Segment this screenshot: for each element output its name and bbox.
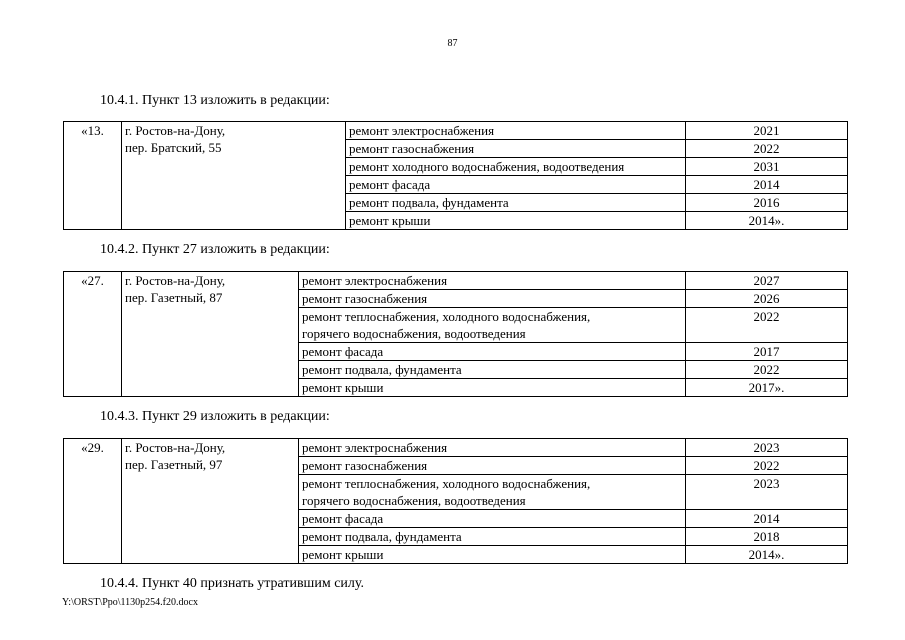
work-cell: ремонт электроснабжения	[299, 272, 686, 290]
address-cell	[122, 439, 299, 564]
year-cell: 2031	[686, 158, 848, 176]
work-cell: ремонт подвала, фундамента	[299, 361, 686, 379]
section-heading: 10.4.1. Пункт 13 изложить в редакции:	[100, 93, 330, 108]
work-cell	[299, 475, 686, 510]
work-cell: ремонт фасада	[346, 176, 686, 194]
work-cell: ремонт крыши	[346, 212, 686, 230]
table-row	[64, 439, 848, 457]
year-cell: 2014	[686, 510, 848, 528]
works-table	[63, 271, 848, 397]
footer-file-path: Y:\ORST\Ppo\1130p254.f20.docx	[62, 597, 198, 608]
address-line: пер. Газетный, 97	[125, 457, 223, 472]
year-cell: 2022	[686, 140, 848, 158]
year-cell: 2023	[686, 439, 848, 457]
year-cell: 2017	[686, 343, 848, 361]
year-cell: 2017».	[686, 379, 848, 397]
address-cell	[122, 272, 299, 397]
closing-paragraph: 10.4.4. Пункт 40 признать утратившим силу.	[100, 576, 364, 591]
row-number: «29.	[64, 439, 122, 564]
work-cell: ремонт крыши	[299, 546, 686, 564]
year-cell: 2022	[686, 361, 848, 379]
work-cell: ремонт электроснабжения	[346, 122, 686, 140]
address-cell	[122, 122, 346, 230]
work-line: горячего водоснабжения, водоотведения	[302, 326, 526, 341]
year-cell: 2016	[686, 194, 848, 212]
address-line: г. Ростов-на-Дону,	[125, 123, 226, 138]
table-row	[64, 122, 848, 140]
work-line: ремонт теплоснабжения, холодного водоснабжения,	[302, 309, 591, 324]
year-cell: 2022	[686, 308, 848, 343]
year-cell: 2023	[686, 475, 848, 510]
works-table	[63, 438, 848, 564]
work-cell: ремонт газоснабжения	[299, 290, 686, 308]
row-number: «27.	[64, 272, 122, 397]
section-heading: 10.4.2. Пункт 27 изложить в редакции:	[100, 242, 330, 257]
work-cell: ремонт электроснабжения	[299, 439, 686, 457]
work-cell: ремонт газоснабжения	[346, 140, 686, 158]
work-cell: ремонт фасада	[299, 510, 686, 528]
row-number: «13.	[64, 122, 122, 230]
work-cell: ремонт подвала, фундамента	[299, 528, 686, 546]
page-number: 87	[447, 38, 458, 49]
work-cell: ремонт крыши	[299, 379, 686, 397]
address-line: г. Ростов-на-Дону,	[125, 273, 226, 288]
address-line: пер. Газетный, 87	[125, 290, 223, 305]
work-line: ремонт теплоснабжения, холодного водоснабжения,	[302, 476, 591, 491]
work-cell	[299, 308, 686, 343]
year-cell: 2014	[686, 176, 848, 194]
address-line: г. Ростов-на-Дону,	[125, 440, 226, 455]
work-cell: ремонт подвала, фундамента	[346, 194, 686, 212]
year-cell: 2022	[686, 457, 848, 475]
work-cell: ремонт фасада	[299, 343, 686, 361]
year-cell: 2027	[686, 272, 848, 290]
year-cell: 2018	[686, 528, 848, 546]
year-cell: 2014».	[686, 546, 848, 564]
year-cell: 2026	[686, 290, 848, 308]
table-row	[64, 272, 848, 290]
address-line: пер. Братский, 55	[125, 140, 222, 155]
work-cell: ремонт газоснабжения	[299, 457, 686, 475]
section-heading: 10.4.3. Пункт 29 изложить в редакции:	[100, 409, 330, 424]
year-cell: 2021	[686, 122, 848, 140]
works-table	[63, 121, 848, 230]
work-cell: ремонт холодного водоснабжения, водоотведения	[346, 158, 686, 176]
year-cell: 2014».	[686, 212, 848, 230]
work-line: горячего водоснабжения, водоотведения	[302, 493, 526, 508]
